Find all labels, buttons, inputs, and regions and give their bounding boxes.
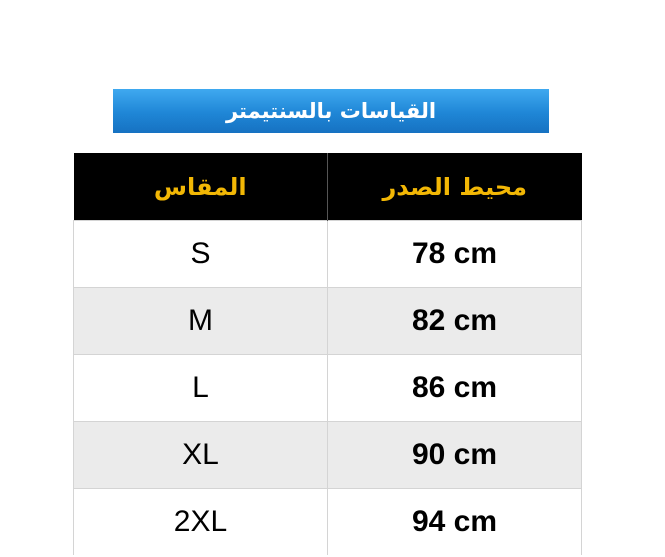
size-cell: XL xyxy=(74,422,328,489)
size-cell: S xyxy=(74,221,328,288)
table-row xyxy=(74,489,582,556)
table-header-row xyxy=(74,153,582,221)
size-chart-table xyxy=(73,153,582,555)
chest-cell: 82 cm xyxy=(328,288,582,355)
table-row xyxy=(74,288,582,355)
table-row xyxy=(74,355,582,422)
size-cell: L xyxy=(74,355,328,422)
page-title: القياسات بالسنتيمتر xyxy=(113,89,549,133)
chest-cell: 90 cm xyxy=(328,422,582,489)
size-cell: 2XL xyxy=(74,489,328,556)
header-chest: محيط الصدر xyxy=(328,153,582,221)
chest-cell: 78 cm xyxy=(328,221,582,288)
header-size: المقاس xyxy=(74,153,328,221)
table-row xyxy=(74,422,582,489)
size-cell: M xyxy=(74,288,328,355)
chest-cell: 86 cm xyxy=(328,355,582,422)
table-row xyxy=(74,221,582,288)
chest-cell: 94 cm xyxy=(328,489,582,556)
